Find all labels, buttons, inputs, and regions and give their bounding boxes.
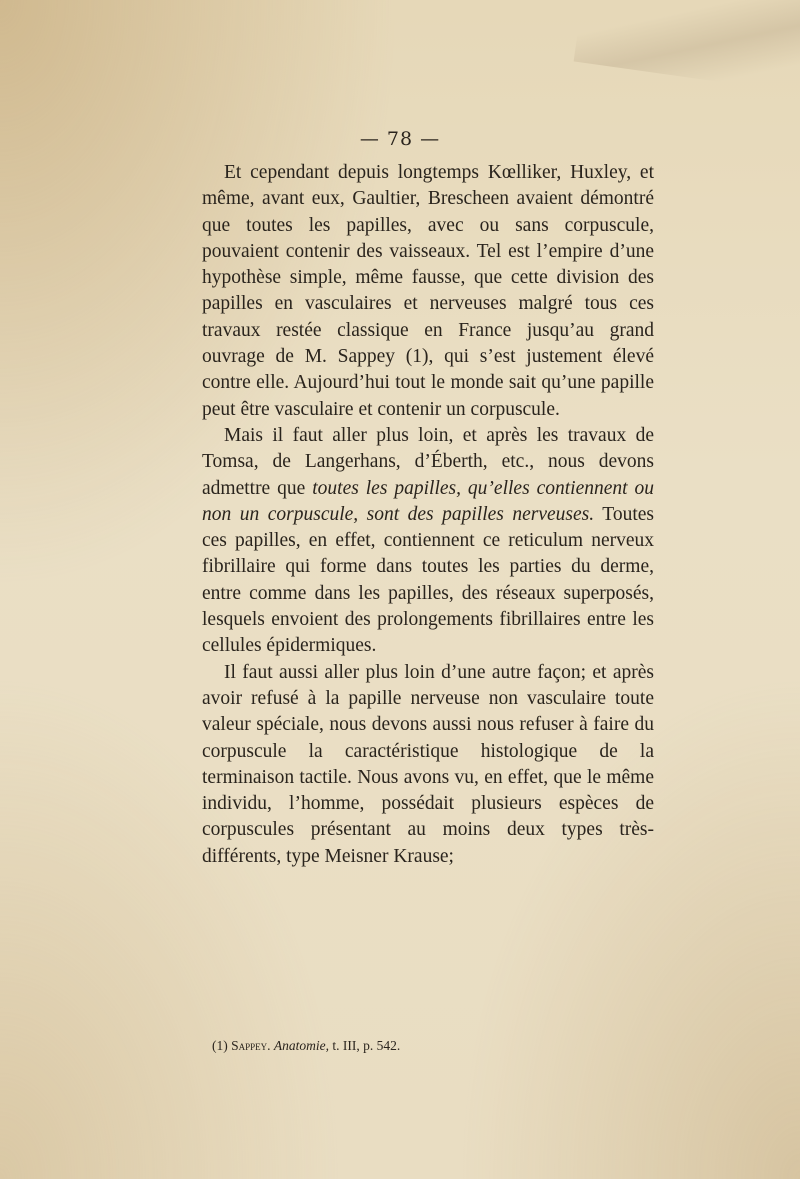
footnote-author: Sappey. xyxy=(231,1038,271,1053)
paragraph-2 xyxy=(202,423,654,660)
paragraph-3: Il faut aussi aller plus loin d’une autre façon; et après avoir refusé à la papille nerveuse non vasculaire toute valeur spéciale, nous devons aussi nous refuser à faire du corpuscule la caractéristique histologique de la terminaison tactile. Nous avons vu, en effet, que le même individu, l’homme, possédait plusieurs espèces de corpuscules présentant au moins deux types très-différents, type Meisner Krause; xyxy=(202,661,654,867)
page-number: — 78 — xyxy=(359,128,441,150)
footnote-ref: t. III, p. 542. xyxy=(329,1038,401,1053)
footnote-work: Anatomie, xyxy=(273,1038,330,1053)
footnote xyxy=(212,1038,652,1054)
body-text xyxy=(202,160,654,870)
paragraph-1: Et cependant depuis longtemps Kœlliker, Huxley, et même, avant eux, Gaultier, Brescheen avaient démontré que toutes les papilles, avec ou sans corpuscule, pouvaient contenir des vaisseaux. Tel est l’empire d’une hypothèse simple, même fausse, que cette division des papilles en vasculaires et nerveuses malgré tous ces travaux restée classique en France jusqu’au grand ouvrage de M. Sappey (1), qui s’est justement élevé contre elle. Aujourd’hui tout le monde sait qu’une papille peut être vasculaire et contenir un corpuscule. xyxy=(202,162,654,420)
page-corner-shadow xyxy=(574,0,800,98)
paragraph-2-text-b: Toutes ces papilles, en effet, contiennent ce reticulum nerveux fibrillaire qui forme dans toutes les parties du derme, entre comme dans les papilles, des réseaux superposés, lesquels envoient des prolongements fibrillaires entre les cellules épidermiques. xyxy=(202,503,654,657)
paragraph-2-emphasis: toutes les papilles, qu’elles contiennent ou non un corpuscule, sont des papilles nerveuses. xyxy=(202,477,654,525)
paragraph-2-text-a: Mais il faut aller plus loin, et après les travaux de Tomsa, de Langerhans, d’Éberth, etc., nous devons admettre que xyxy=(202,424,654,499)
footnote-marker: (1) xyxy=(212,1038,232,1053)
